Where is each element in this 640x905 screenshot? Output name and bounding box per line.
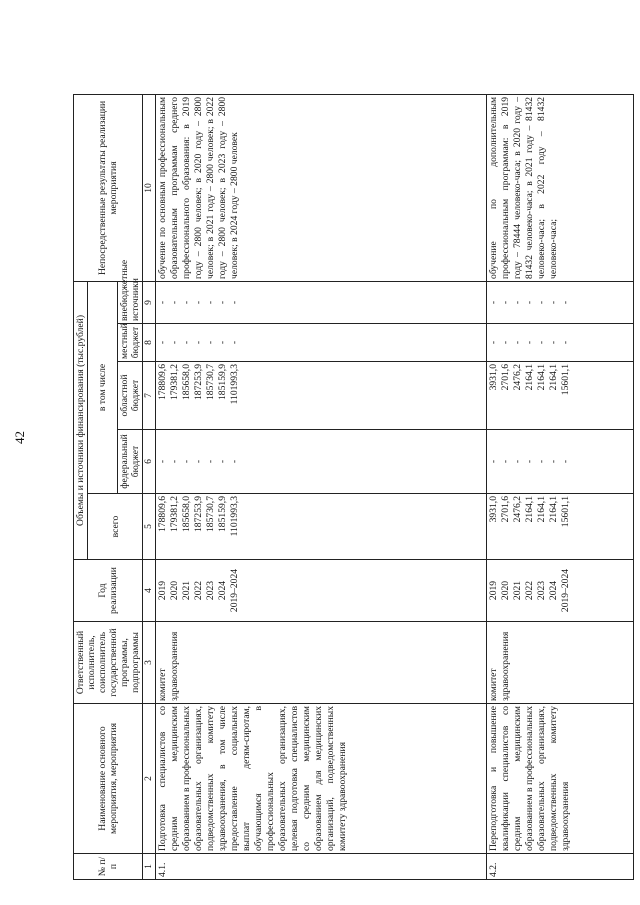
total-value: 2701,6 — [499, 496, 511, 523]
extrabudget-value: - — [157, 300, 168, 305]
local-value: - — [511, 340, 523, 345]
federal-cell — [486, 430, 633, 494]
total-cell — [486, 494, 633, 560]
regional-value: 185730,7 — [205, 364, 216, 400]
extrabudget-cell — [486, 281, 633, 323]
regional-value: 185658,0 — [181, 364, 192, 400]
year-value: 2024 — [547, 580, 559, 601]
header-extrabudget: внебюджетные источники — [118, 281, 143, 323]
years-cell — [156, 560, 487, 622]
local-value: - — [193, 340, 204, 345]
column-number: 4 — [143, 560, 156, 622]
header-name: Наименование основного мероприятия, мероприятия — [74, 704, 143, 854]
responsible-executor: комитет здравоохранения — [156, 622, 487, 704]
regional-value: 179381,2 — [169, 364, 180, 400]
local-value: - — [499, 340, 511, 345]
total-value: 2476,2 — [511, 496, 523, 523]
year-value: 2022 — [193, 580, 204, 601]
measure-name: Переподготовка и повышение квалификации специалистов со средним медицинским образованием в профессиональных образовательных организациях, подведомственных комитету здравоохранения — [486, 704, 633, 854]
local-value: - — [559, 340, 571, 345]
federal-value: - — [559, 459, 571, 464]
extrabudget-value: - — [229, 300, 240, 305]
column-number: 8 — [143, 324, 156, 362]
federal-value: - — [217, 459, 228, 464]
header-regional: областной бюджет — [118, 362, 143, 430]
table-row — [156, 94, 487, 879]
local-value: - — [181, 340, 192, 345]
regional-value: 2476,2 — [511, 364, 523, 391]
header-responsible: Ответственный исполнитель, соисполнитель государственной программы, подпрограммы — [74, 622, 143, 704]
total-value: 15601,1 — [559, 496, 571, 528]
year-value: 2021 — [511, 580, 523, 601]
federal-value: - — [547, 459, 559, 464]
regional-value: 3931,0 — [487, 364, 499, 391]
federal-value: - — [499, 459, 511, 464]
regional-cell — [156, 362, 487, 430]
year-value: 2023 — [205, 580, 216, 601]
header-total: всего — [88, 494, 143, 560]
extrabudget-value: - — [217, 300, 228, 305]
header-federal: федеральный бюджет — [118, 430, 143, 494]
responsible-executor: комитет здравоохранения — [486, 622, 633, 704]
extrabudget-value: - — [193, 300, 204, 305]
header-local: местный бюджет — [118, 324, 143, 362]
results-text: обучение по дополнительным профессиональным программам: в 2019 году – 78444 человеко-часа; в 2020 году – 81432 человеко-часа; в 2021 году – 81432 человеко-часа; в 2022 году – 81432 человеко-часа; — [486, 94, 633, 281]
total-value: 2164,1 — [535, 496, 547, 523]
extrabudget-value: - — [499, 300, 511, 305]
regional-value: 2164,1 — [547, 364, 559, 391]
federal-value: - — [205, 459, 216, 464]
local-value: - — [157, 340, 168, 345]
federal-value: - — [523, 459, 535, 464]
federal-value: - — [511, 459, 523, 464]
local-value: - — [217, 340, 228, 345]
local-value: - — [169, 340, 180, 345]
column-number: 2 — [143, 704, 156, 854]
header-financing: Объемы и источники финансирования (тыс.рублей) — [74, 281, 88, 559]
row-number: 4.2. — [486, 854, 633, 880]
extrabudget-value: - — [181, 300, 192, 305]
extrabudget-value: - — [487, 300, 499, 305]
header-including: в том числе — [88, 281, 118, 493]
local-cell — [486, 324, 633, 362]
extrabudget-value: - — [559, 300, 571, 305]
extrabudget-value: - — [169, 300, 180, 305]
page-number: 42 — [12, 431, 27, 444]
total-value: 178809,6 — [157, 496, 168, 532]
extrabudget-value: - — [523, 300, 535, 305]
local-value: - — [547, 340, 559, 345]
year-value: 2019–2024 — [559, 568, 571, 613]
regional-value: 2164,1 — [535, 364, 547, 391]
column-number: 7 — [143, 362, 156, 430]
financing-table — [73, 94, 634, 880]
year-value: 2023 — [535, 580, 547, 601]
total-value: 2164,1 — [523, 496, 535, 523]
year-value: 2019 — [157, 580, 168, 601]
year-value: 2020 — [169, 580, 180, 601]
federal-value: - — [157, 459, 168, 464]
results-text: обучение по основным профессиональным образовательным программам среднего профессионального образования: в 2019 году – 2800 человек; в 2020 году – 2800 человек; в 2021 году – 2800 человек; в 2022 году – 2800 человек; в 2023 году – 2800 человек; в 2024 году – 2800 человек — [156, 94, 487, 281]
regional-value: 2164,1 — [523, 364, 535, 391]
total-value: 185730,7 — [205, 496, 216, 532]
regional-value: 2701,6 — [499, 364, 511, 391]
year-value: 2019–2024 — [229, 568, 240, 613]
extrabudget-value: - — [205, 300, 216, 305]
regional-value: 1101993,3 — [229, 364, 240, 405]
regional-value: 15601,1 — [559, 364, 571, 396]
regional-value: 178809,6 — [157, 364, 168, 400]
header-results: Непосредственные результаты реализации мероприятия — [74, 94, 143, 281]
extrabudget-value: - — [535, 300, 547, 305]
rotated-table-wrapper — [73, 95, 618, 880]
year-value: 2019 — [487, 580, 499, 601]
local-value: - — [487, 340, 499, 345]
regional-value: 187253,9 — [193, 364, 204, 400]
column-number: 5 — [143, 494, 156, 560]
local-value: - — [205, 340, 216, 345]
federal-cell — [156, 430, 487, 494]
column-number-row — [143, 94, 156, 879]
local-value: - — [229, 340, 240, 345]
year-value: 2022 — [523, 580, 535, 601]
regional-cell — [486, 362, 633, 430]
extrabudget-cell — [156, 281, 487, 323]
federal-value: - — [193, 459, 204, 464]
federal-value: - — [181, 459, 192, 464]
total-value: 179381,2 — [169, 496, 180, 532]
total-value: 2164,1 — [547, 496, 559, 523]
row-number: 4.1. — [156, 854, 487, 880]
header-num: № п/п — [74, 854, 143, 880]
extrabudget-value: - — [547, 300, 559, 305]
year-value: 2024 — [217, 580, 228, 601]
local-cell — [156, 324, 487, 362]
total-value: 185658,0 — [181, 496, 192, 532]
measure-name: Подготовка специалистов со средним медицинским образованием в профессиональных образовательных организациях, подведомственных комитету здравоохранения, в том числе предоставление социальных выплат детям-сиротам, обучающимся в профессиональных образовательных организациях, целевая подготовка специалистов со средним медицинским образованием для медицинских организаций, подведомственных комитету здравоохранения — [156, 704, 487, 854]
local-value: - — [535, 340, 547, 345]
local-value: - — [523, 340, 535, 345]
table-row — [486, 94, 633, 879]
total-cell — [156, 494, 487, 560]
column-number: 10 — [143, 94, 156, 281]
column-number: 6 — [143, 430, 156, 494]
column-number: 3 — [143, 622, 156, 704]
total-value: 3931,0 — [487, 496, 499, 523]
years-cell — [486, 560, 633, 622]
federal-value: - — [229, 459, 240, 464]
column-number: 9 — [143, 281, 156, 323]
total-value: 185159,9 — [217, 496, 228, 532]
federal-value: - — [535, 459, 547, 464]
year-value: 2020 — [499, 580, 511, 601]
extrabudget-value: - — [511, 300, 523, 305]
column-number: 1 — [143, 854, 156, 880]
regional-value: 185159,9 — [217, 364, 228, 400]
total-value: 1101993,3 — [229, 496, 240, 537]
federal-value: - — [169, 459, 180, 464]
total-value: 187253,9 — [193, 496, 204, 532]
federal-value: - — [487, 459, 499, 464]
year-value: 2021 — [181, 580, 192, 601]
header-year: Год реализации — [74, 560, 143, 622]
